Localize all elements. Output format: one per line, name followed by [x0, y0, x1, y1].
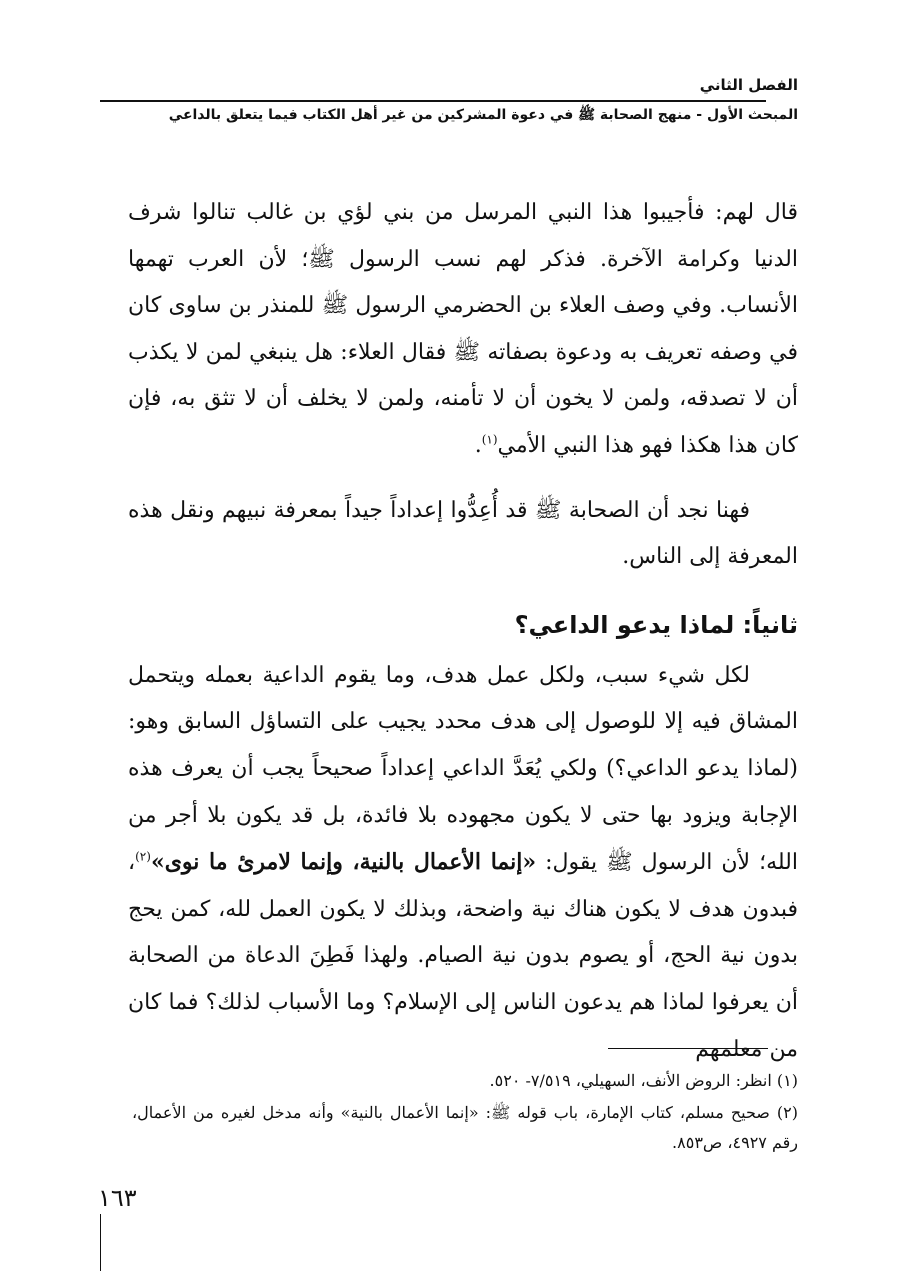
running-header-chapter: الفصل الثاني	[699, 76, 798, 94]
running-header-section: المبحث الأول - منهج الصحابة ﷺ في دعوة المشركين من غير أهل الكتاب فيما يتعلق بالداعي	[168, 107, 798, 123]
paragraph-1-end: .	[474, 432, 482, 458]
footnote-ref-1: (١)	[481, 432, 498, 447]
footnote-2: (٢) صحيح مسلم، كتاب الإمارة، باب قوله ﷺ: «إنما الأعمال بالنية» وأنه مدخل لغيره من الأعمال، رقم ٤٩٢٧، ص٨٥٣.	[132, 1103, 798, 1152]
footnotes	[132, 1066, 798, 1160]
hadith-quote: «إنما الأعمال بالنية، وإنما لامرئ ما نوى»	[150, 849, 537, 876]
footnote-ref-2: (٢)	[135, 849, 151, 864]
paragraph-3-text-a: لكل شيء سبب، ولكل عمل هدف، وما يقوم الداعية بعمله ويتحمل المشاق فيه إلا للوصول إلى هدف محدد يجيب على التساؤل السابق وهو: (لماذا يدعو الداعي؟) ولكي يُعَدَّ الداعي إعداداً صحيحاً يجب أن يعرف هذه الإجابة ويزود بها حتى لا يكون مجهوده بلا فائدة، بل قد يكون بلا أجر من الله؛ لأن الرسول ﷺ يقول:	[128, 662, 798, 876]
header-divider	[100, 100, 766, 102]
main-text	[128, 190, 798, 1073]
margin-line	[100, 1214, 101, 1271]
section-heading: ثانياً: لماذا يدعو الداعي؟	[514, 610, 798, 639]
paragraph-1-text: قال لهم: فأجيبوا هذا النبي المرسل من بني لؤي بن غالب تنالوا شرف الدنيا وكرامة الآخرة. فذكر لهم نسب الرسول ﷺ؛ لأن العرب تهمها الأنساب. وفي وصف العلاء بن الحضرمي الرسول ﷺ للمنذر بن ساوى كان في وصفه تعريف به ودعوة بصفاته ﷺ فقال العلاء: هل ينبغي لمن لا يكذب أن لا تصدقه، ولمن لا يخون أن لا تأمنه، ولمن لا يخلف أن لا تثق به، فإن كان هذا هكذا فهو هذا النبي الأمي	[128, 200, 798, 458]
footnote-divider	[608, 1048, 768, 1049]
paragraph-1	[128, 190, 798, 470]
paragraph-2: فهنا نجد أن الصحابة ﷺ قد أُعِدُّوا إعداداً جيداً بمعرفة نبيهم ونقل هذه المعرفة إلى الناس.	[128, 497, 798, 570]
page-number: ١٦٣	[98, 1184, 137, 1212]
paragraph-3-text-b: ، فبدون هدف لا يكون هناك نية واضحة، وبذلك لا يكون العمل لله، كمن يحج بدون نية الحج، أو يصوم بدون نية الصيام. ولهذا فَطِنَ الدعاة من الصحابة أن يعرفوا لماذا هم يدعون الناس إلى الإسلام؟ وما الأسباب لذلك؟ فما كان من معلمهم	[128, 850, 798, 1062]
paragraph-3	[128, 653, 798, 1073]
footnote-1: (١) انظر: الروض الأنف، السهيلي، ٧/٥١٩- ٥٢٠.	[489, 1071, 798, 1090]
